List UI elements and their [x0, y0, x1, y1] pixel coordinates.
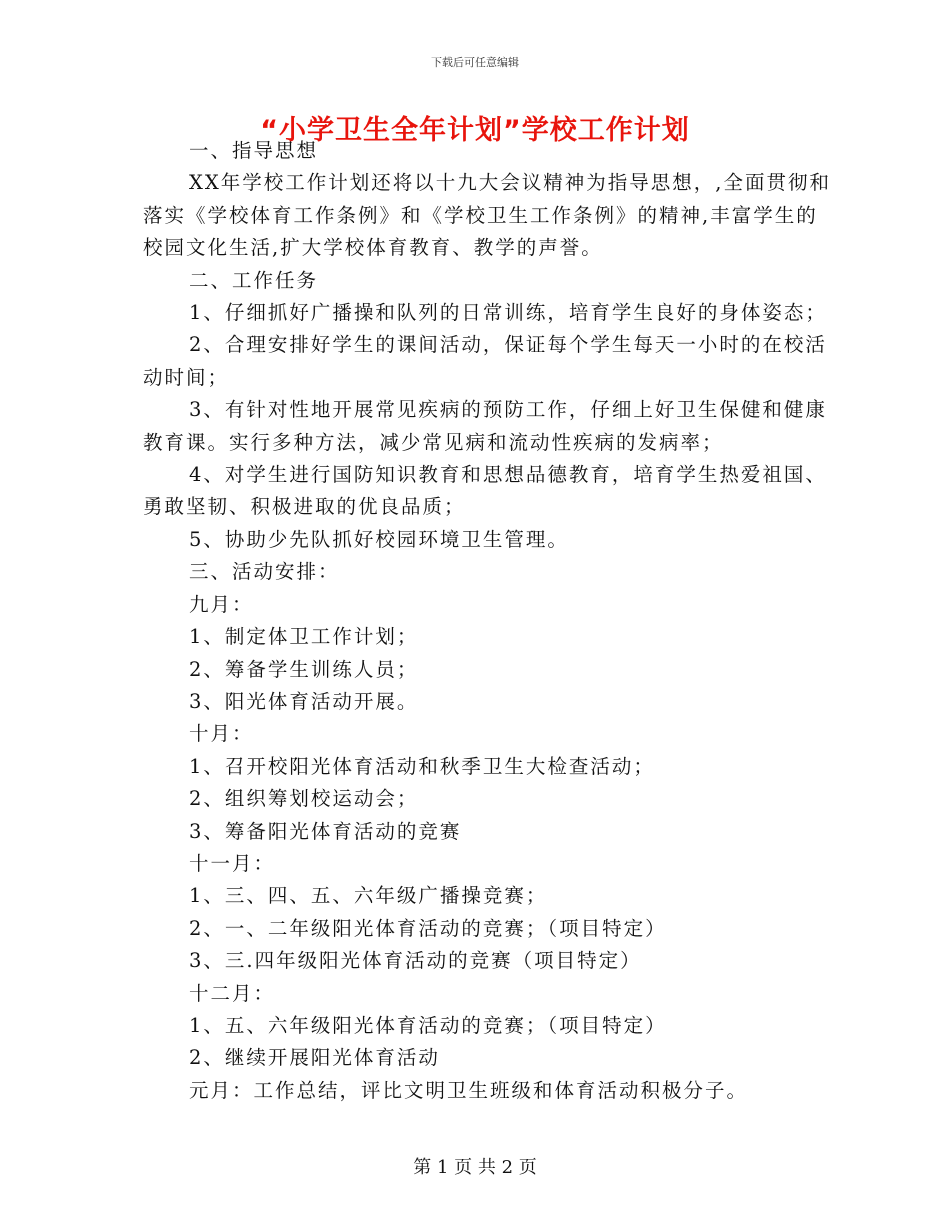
list-item: 2、继续开展阳光体育活动	[189, 1046, 440, 1070]
list-item: 2、组织筹划校运动会；	[189, 787, 419, 811]
month-heading: 十月：	[189, 722, 254, 746]
list-item: 3、三.四年级阳光体育活动的竞赛（项目特定）	[189, 949, 642, 973]
list-item: 1、召开校阳光体育活动和秋季卫生大检查活动；	[189, 754, 655, 778]
list-item: 3、筹备阳光体育活动的竞赛	[189, 819, 462, 843]
list-item: 4、对学生进行国防知识教育和思想品德教育，培育学生热爱祖国、勇敢坚韧、积极进取的优良品质；	[143, 463, 827, 519]
month-heading: 十二月：	[189, 981, 276, 1005]
page-number: 第 1 页 共 2 页	[413, 1157, 537, 1178]
list-item: 5、协助少先队抓好校园环境卫生管理。	[189, 527, 569, 551]
document-body	[143, 135, 833, 1107]
month-heading: 九月：	[189, 592, 254, 616]
list-item: 1、五、六年级阳光体育活动的竞赛；（项目特定）	[189, 1013, 667, 1037]
paragraph: XX年学校工作计划还将以十九大会议精神为指导思想，,全面贯彻和落实《学校体育工作条例》和《学校卫生工作条例》的精神,丰富学生的校园文化生活,扩大学校体育教育、教学的声誉。	[143, 171, 831, 260]
document-title: “小学卫生全年计划”学校工作计划	[260, 115, 690, 146]
paragraph: 元月：工作总结，评比文明卫生班级和体育活动积极分子。	[189, 1078, 749, 1102]
section-heading: 一、指导思想	[189, 139, 319, 162]
list-item: 2、筹备学生训练人员；	[189, 657, 419, 681]
section-heading: 三、活动安排：	[189, 560, 340, 584]
list-item: 1、仔细抓好广播操和队列的日常训练，培育学生良好的身体姿态；	[189, 301, 827, 325]
header-note: 下载后可任意编辑	[431, 56, 519, 69]
list-item: 1、三、四、五、六年级广播操竞赛；	[189, 884, 548, 908]
section-heading: 二、工作任务	[189, 268, 319, 292]
list-item: 1、制定体卫工作计划；	[189, 625, 419, 649]
list-item: 2、一、二年级阳光体育活动的竞赛；（项目特定）	[189, 916, 667, 940]
list-item: 3、阳光体育活动开展。	[189, 689, 419, 713]
list-item: 2、合理安排好学生的课间活动，保证每个学生每天一小时的在校活动时间；	[143, 333, 827, 389]
month-heading: 十一月：	[189, 851, 276, 875]
list-item: 3、有针对性地开展常见疾病的预防工作，仔细上好卫生保健和健康教育课。实行多种方法，减少常见病和流动性疾病的发病率；	[143, 398, 827, 454]
